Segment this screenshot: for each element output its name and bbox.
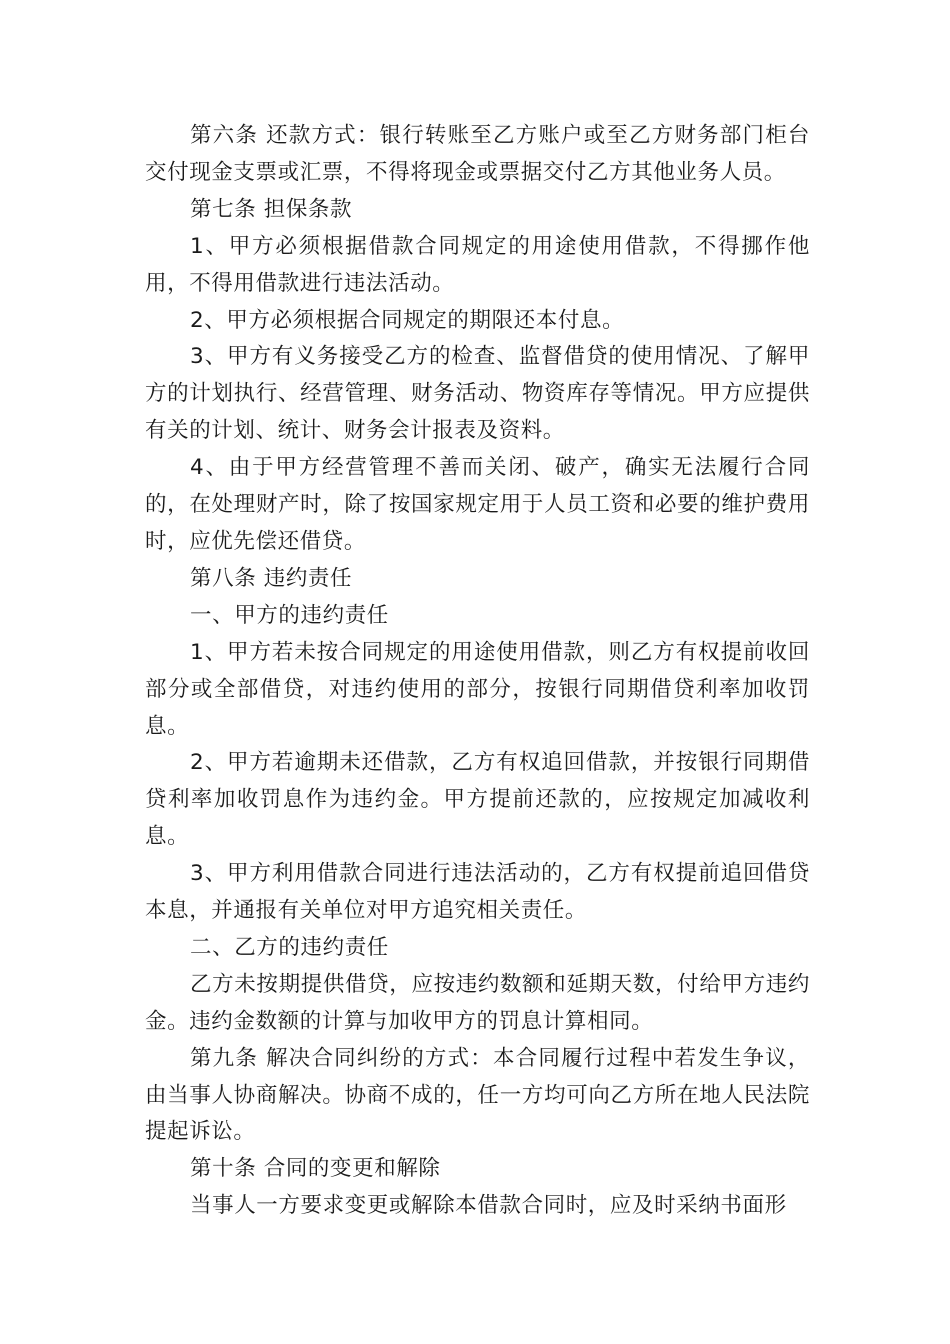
clause-8-party-b-heading: 二、乙方的违约责任 bbox=[190, 934, 389, 960]
clause-6-repayment: 第六条 还款方式：银行转账至乙方账户或至乙方财务部门柜台交付现金支票或汇票，不得将现金或票据交付乙方其他业务人员。 bbox=[145, 123, 810, 185]
clause-8-party-a-item-2: 2、甲方若逾期未还借款，乙方有权追回借款，并按银行同期借贷利率加收罚息作为违约金。甲方提前还款的，应按规定加减收利息。 bbox=[145, 750, 810, 850]
clause-7-item-1: 1、甲方必须根据借款合同规定的用途使用借款，不得挪作他用，不得用借款进行违法活动。 bbox=[145, 233, 810, 296]
clause-9-dispute: 第九条 解决合同纠纷的方式：本合同履行过程中若发生争议，由当事人协商解决。协商不成的，任一方均可向乙方所在地人民法院提起诉讼。 bbox=[145, 1045, 810, 1145]
clause-8-party-b-text: 乙方未按期提供借贷，应按违约数额和延期天数，付给甲方违约金。违约金数额的计算与加收甲方的罚息计算相同。 bbox=[145, 971, 810, 1034]
clause-10-text: 当事人一方要求变更或解除本借款合同时，应及时采纳书面形 bbox=[190, 1193, 787, 1219]
clause-8-party-a-item-3: 3、甲方利用借款合同进行违法活动的，乙方有权提前追回借贷本息，并通报有关单位对甲方追究相关责任。 bbox=[145, 861, 810, 924]
clause-8-party-a-heading: 一、甲方的违约责任 bbox=[190, 602, 389, 628]
clause-7-heading: 第七条 担保条款 bbox=[190, 196, 353, 222]
clause-7-item-3: 3、甲方有义务接受乙方的检查、监督借贷的使用情况、了解甲方的计划执行、经营管理、财务活动、物资库存等情况。甲方应提供有关的计划、统计、财务会计报表及资料。 bbox=[145, 344, 810, 444]
clause-10-heading: 第十条 合同的变更和解除 bbox=[190, 1156, 441, 1182]
clause-8-party-a-item-1: 1、甲方若未按合同规定的用途使用借款，则乙方有权提前收回部分或全部借贷，对违约使用的部分，按银行同期借贷利率加收罚息。 bbox=[145, 639, 810, 739]
document-body bbox=[145, 118, 810, 1225]
clause-7-item-2: 2、甲方必须根据合同规定的期限还本付息。 bbox=[190, 307, 625, 333]
clause-8-heading: 第八条 违约责任 bbox=[190, 565, 353, 591]
clause-7-item-4: 4、由于甲方经营管理不善而关闭、破产，确实无法履行合同的，在处理财产时，除了按国家规定用于人员工资和必要的维护费用时，应优先偿还借贷。 bbox=[145, 455, 810, 554]
